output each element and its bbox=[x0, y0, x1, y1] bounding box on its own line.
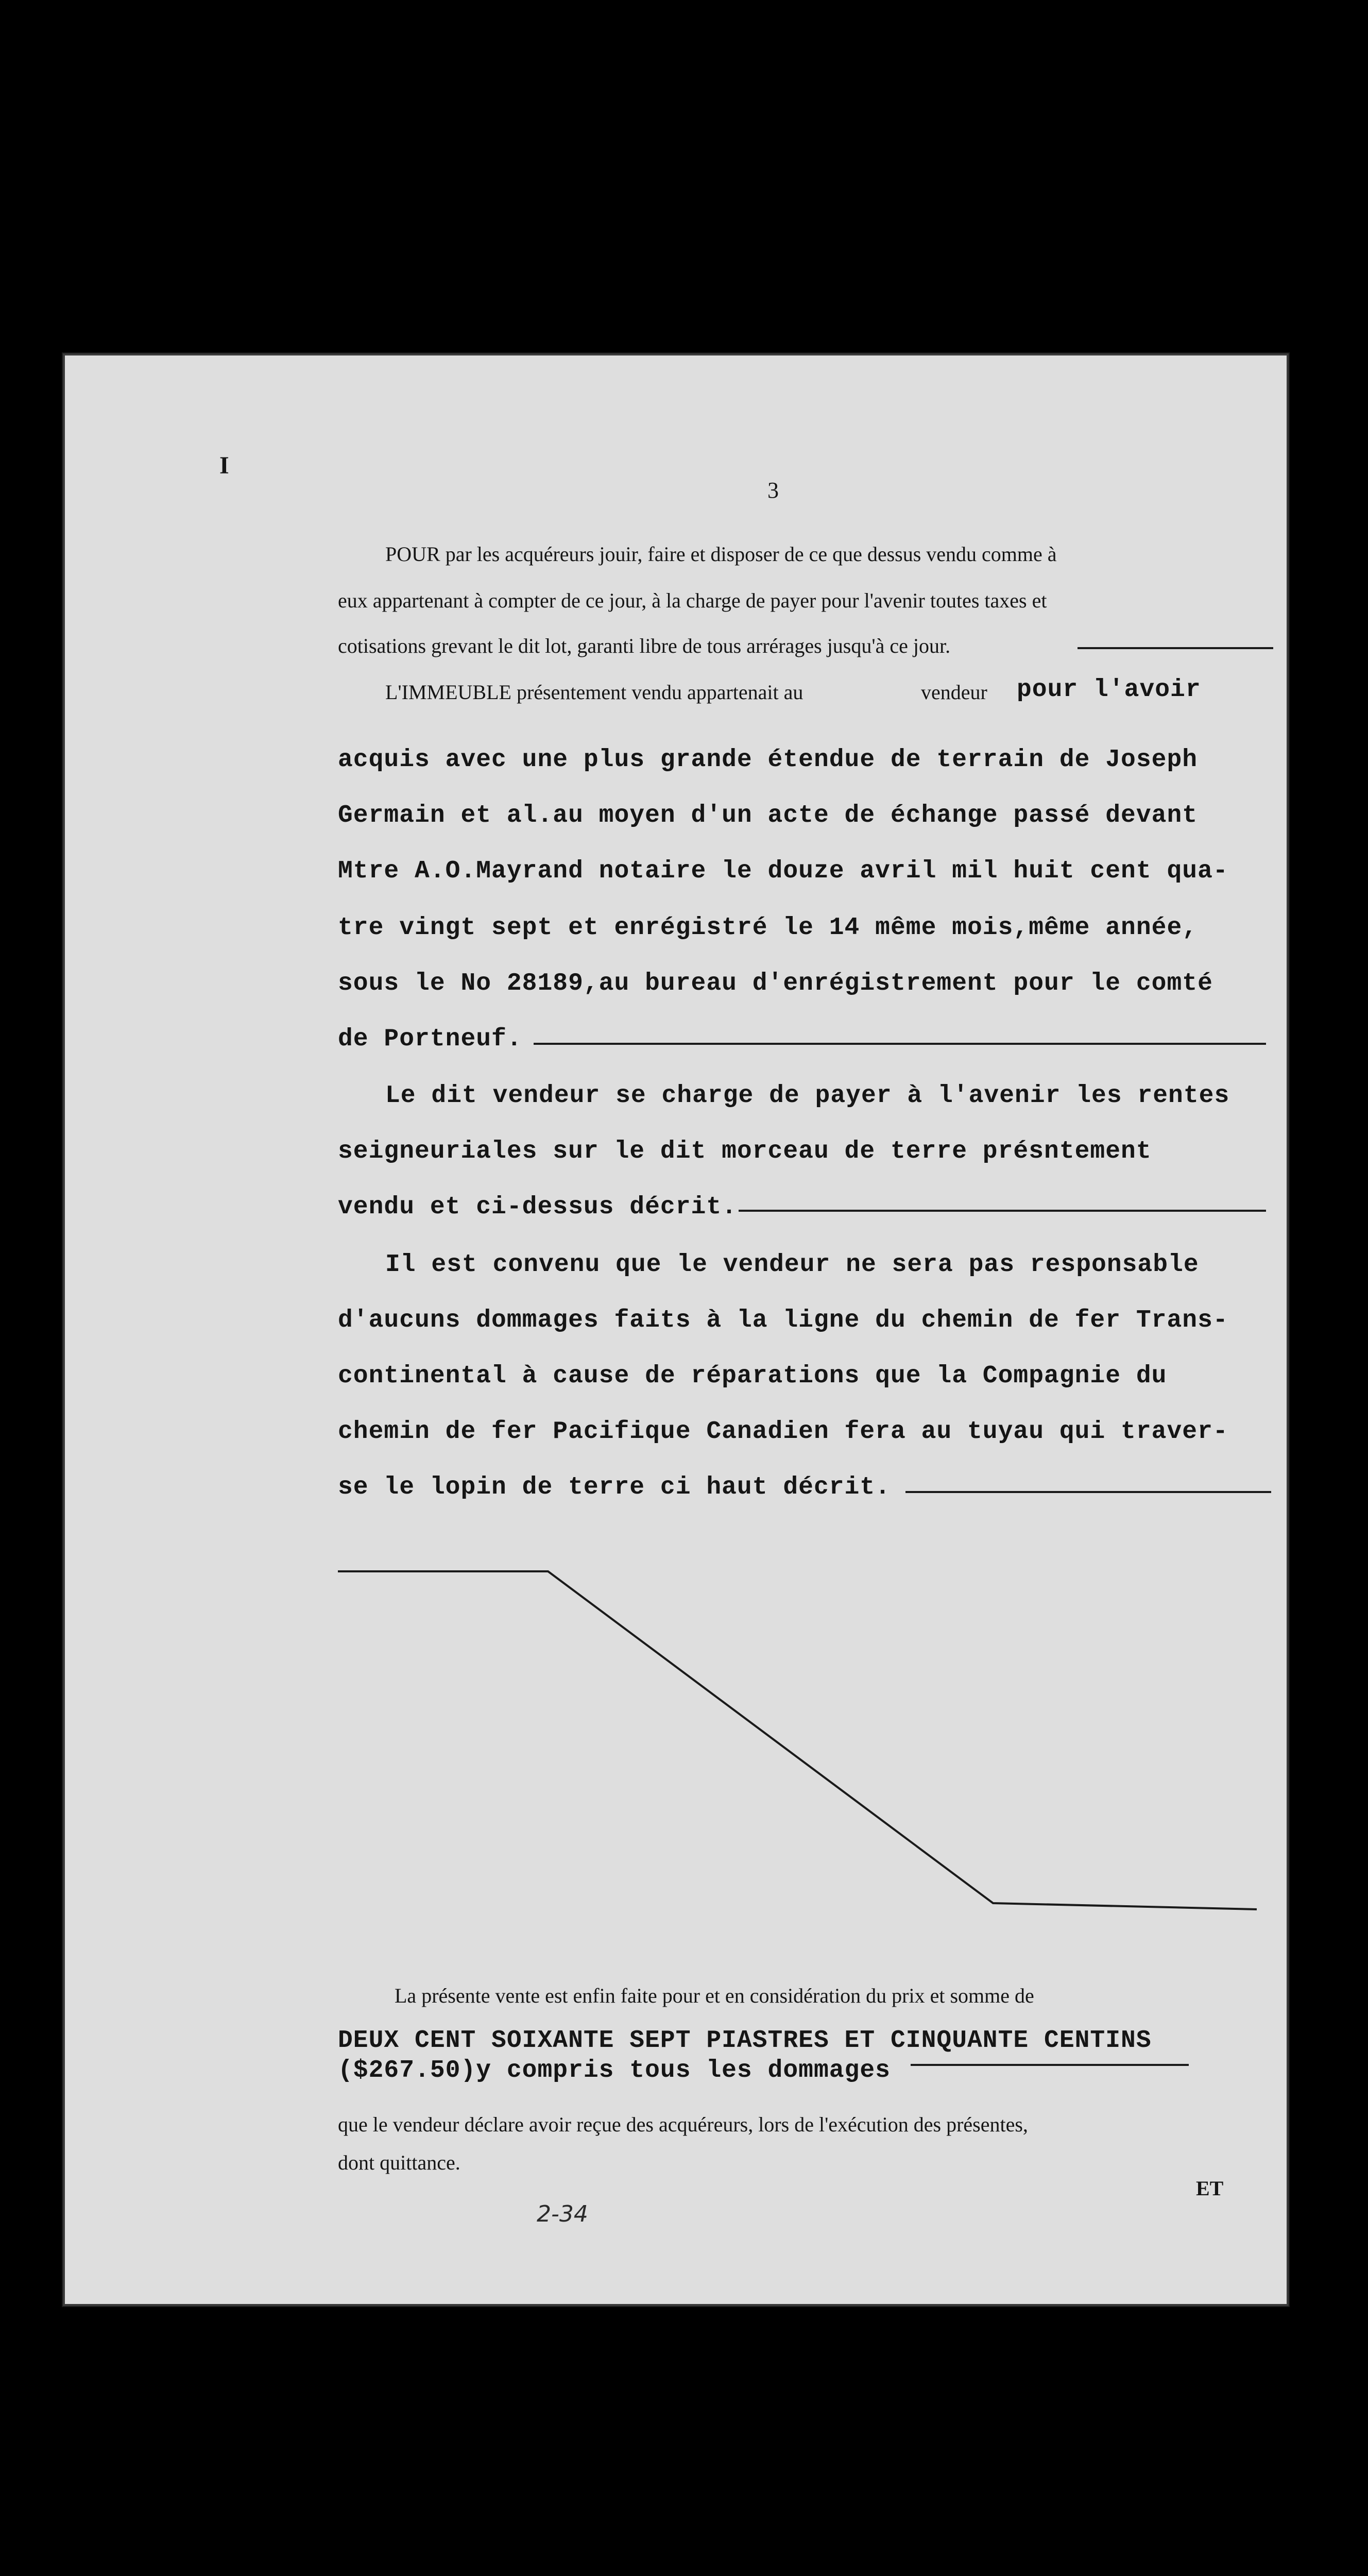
rentes-line-2: seigneuriales sur le dit morceau de terre présntement bbox=[338, 1138, 1152, 1165]
quittance-line-1: que le vendeur déclare avoir reçue des acquéreurs, lors de l'exécution des présentes, bbox=[338, 2113, 1028, 2136]
convenu-line-3: continental à cause de réparations que la Compagnie du bbox=[338, 1362, 1167, 1390]
immeuble-typed-7: de Portneuf. bbox=[338, 1025, 522, 1053]
immeuble-typed-3: Germain et al.au moyen d'un acte de échange passé devant bbox=[338, 802, 1198, 829]
convenu-line-5: se le lopin de terre ci haut décrit. bbox=[338, 1473, 891, 1501]
convenu-line-1: Il est convenu que le vendeur ne sera pas responsable bbox=[385, 1251, 1199, 1279]
immeuble-typed-1: pour l'avoir bbox=[1017, 676, 1201, 704]
et-label: ET bbox=[1196, 2177, 1224, 2200]
rentes-line-3: vendu et ci-dessus décrit. bbox=[338, 1193, 737, 1221]
rentes-line-1: Le dit vendeur se charge de payer à l'avenir les rentes bbox=[385, 1082, 1230, 1110]
immeuble-typed-5: tre vingt sept et enrégistré le 14 même mois,même année, bbox=[338, 914, 1198, 942]
quittance-line-2: dont quittance. bbox=[338, 2151, 460, 2174]
margin-mark: I bbox=[219, 452, 229, 479]
pour-line-1: POUR par les acquéreurs jouir, faire et disposer de ce que dessus vendu comme à bbox=[385, 543, 1057, 566]
document-page bbox=[63, 353, 1289, 2306]
vente-printed: La présente vente est enfin faite pour et en considération du prix et somme de bbox=[395, 1984, 1034, 2007]
convenu-line-2: d'aucuns dommages faits à la ligne du chemin de fer Trans- bbox=[338, 1307, 1228, 1334]
convenu-line-4: chemin de fer Pacifique Canadien fera au tuyau qui traver- bbox=[338, 1418, 1228, 1446]
fill-rule bbox=[911, 2064, 1189, 2066]
page-number: 3 bbox=[767, 478, 779, 503]
immeuble-typed-6: sous le No 28189,au bureau d'enrégistrement pour le comté bbox=[338, 970, 1213, 997]
immeuble-printed: L'IMMEUBLE présentement vendu appartenait au bbox=[385, 681, 803, 704]
immeuble-typed-4: Mtre A.O.Mayrand notaire le douze avril mil huit cent qua- bbox=[338, 857, 1228, 885]
cancellation-line bbox=[65, 355, 1287, 2304]
pour-line-2: eux appartenant à compter de ce jour, à la charge de payer pour l'avenir toutes taxes et bbox=[338, 589, 1047, 612]
vente-typed-1: DEUX CENT SOIXANTE SEPT PIASTRES ET CINQUANTE CENTINS bbox=[338, 2027, 1152, 2055]
vente-typed-2: ($267.50)y compris tous les dommages bbox=[338, 2057, 891, 2084]
immeuble-vendeur: vendeur bbox=[921, 681, 987, 704]
immeuble-typed-2: acquis avec une plus grande étendue de terrain de Joseph bbox=[338, 746, 1198, 774]
pour-line-3: cotisations grevant le dit lot, garanti libre de tous arrérages jusqu'à ce jour. bbox=[338, 634, 951, 657]
handwritten-note: 2-34 bbox=[537, 2201, 588, 2227]
